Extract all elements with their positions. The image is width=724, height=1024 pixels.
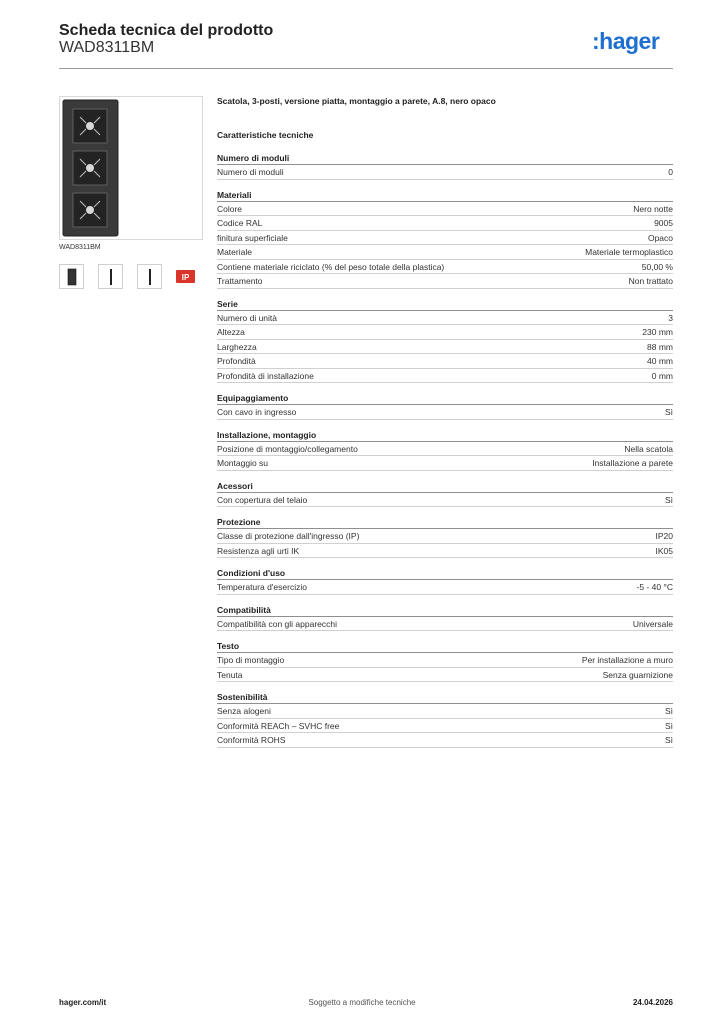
- spec-value: IK05: [655, 545, 673, 556]
- spec-label: Trattamento: [217, 276, 263, 286]
- spec-group: [217, 516, 673, 558]
- spec-label: Tipo di montaggio: [217, 655, 285, 665]
- spec-value: 230 mm: [642, 327, 673, 337]
- thumbnail-side-2[interactable]: [137, 264, 162, 289]
- spec-group: [217, 429, 673, 471]
- spec-value: Nella scatola: [624, 443, 673, 454]
- spec-row: [217, 231, 673, 246]
- spec-row: [217, 274, 673, 289]
- spec-value: Non trattato: [628, 276, 673, 286]
- spec-group: [217, 691, 673, 748]
- svg-text:IP: IP: [181, 273, 190, 282]
- spec-section-title: Caratteristiche tecniche: [217, 130, 314, 140]
- spec-value: Senza guarnizione: [602, 669, 673, 680]
- spec-group-title: Equipaggiamento: [217, 392, 673, 405]
- spec-label: Materiale: [217, 247, 252, 257]
- spec-value: 0: [668, 167, 673, 177]
- spec-group: [217, 392, 673, 420]
- spec-label: Tenuta: [217, 669, 243, 680]
- spec-value: Per installazione a muro: [581, 655, 673, 665]
- spec-label: Con copertura del telaio: [217, 494, 308, 505]
- spec-row: [217, 260, 673, 275]
- spec-value: Sì: [664, 494, 673, 505]
- spec-group: [217, 480, 673, 508]
- product-image-caption: WAD8311BM: [59, 244, 101, 251]
- spec-row: [217, 405, 673, 420]
- spec-row: [217, 442, 673, 457]
- product-description: Scatola, 3-posti, versione piatta, montaggio a parete, A.8, nero opaco: [217, 96, 496, 106]
- spec-value: 40 mm: [647, 356, 673, 366]
- spec-label: Larghezza: [217, 341, 257, 352]
- spec-label: Con cavo in ingresso: [217, 407, 297, 417]
- spec-row: [217, 165, 673, 180]
- spec-value: Materiale termoplastico: [585, 247, 673, 257]
- spec-row: [217, 580, 673, 595]
- spec-row: [217, 617, 673, 632]
- spec-row: [217, 354, 673, 369]
- spec-label: Codice RAL: [217, 218, 263, 228]
- spec-label: Resistenza agli urti IK: [217, 545, 300, 556]
- spec-value: Sì: [664, 735, 673, 745]
- spec-value: Sì: [664, 706, 673, 716]
- spec-row: [217, 733, 673, 748]
- spec-group-title: Sostenibilità: [217, 691, 673, 704]
- spec-group-title: Acessori: [217, 480, 673, 493]
- spec-label: finitura superficiale: [217, 232, 288, 243]
- spec-row: [217, 340, 673, 355]
- page-title: Scheda tecnica del prodotto: [59, 22, 274, 39]
- technical-specs: [217, 152, 673, 757]
- spec-label: Conformità ROHS: [217, 735, 286, 745]
- spec-row: [217, 493, 673, 508]
- spec-row: [217, 216, 673, 231]
- spec-group: [217, 604, 673, 632]
- footer-website[interactable]: hager.com/it: [59, 998, 107, 1007]
- spec-group: [217, 640, 673, 682]
- spec-value: 50,00 %: [641, 261, 673, 272]
- spec-label: Posizione di montaggio/collegamento: [217, 443, 358, 454]
- spec-group-title: Condizioni d'uso: [217, 567, 673, 580]
- spec-group-title: Serie: [217, 298, 673, 311]
- spec-value: 9005: [654, 218, 673, 228]
- spec-group-title: Compatibilità: [217, 604, 673, 617]
- spec-value: Nero notte: [633, 203, 673, 214]
- spec-label: Montaggio su: [217, 458, 269, 468]
- footer-date: 24.04.2026: [632, 998, 673, 1007]
- spec-label: Profondità di installazione: [217, 370, 314, 381]
- spec-value: 0 mm: [651, 370, 673, 381]
- spec-value: Opaco: [647, 232, 673, 243]
- spec-value: Sì: [664, 407, 673, 417]
- thumbnail-front[interactable]: [59, 264, 84, 289]
- front-view-icon: [67, 268, 77, 286]
- spec-group-title: Testo: [217, 640, 673, 653]
- spec-label: Conformità REACh – SVHC free: [217, 720, 340, 731]
- product-thumbnails: [59, 264, 195, 289]
- spec-value: IP20: [655, 531, 673, 541]
- side-view-icon: [147, 268, 153, 286]
- header-divider: [59, 68, 673, 69]
- spec-value: Universale: [632, 618, 673, 629]
- spec-row: [217, 704, 673, 719]
- spec-label: Contiene materiale riciclato (% del peso totale della plastica): [217, 261, 445, 272]
- spec-group-title: Materiali: [217, 189, 673, 202]
- spec-label: Profondità: [217, 356, 256, 366]
- spec-label: Senza alogeni: [217, 706, 271, 716]
- spec-label: Numero di moduli: [217, 167, 284, 177]
- spec-row: [217, 544, 673, 559]
- hager-logo: :hager: [592, 28, 660, 54]
- spec-group-title: Numero di moduli: [217, 152, 673, 165]
- spec-row: [217, 668, 673, 683]
- spec-value: -5 - 40 °C: [636, 582, 673, 592]
- footer-disclaimer: Soggetto a modifiche tecniche: [308, 998, 416, 1007]
- spec-row: [217, 529, 673, 544]
- spec-row: [217, 245, 673, 260]
- ip-rating-icon: [176, 269, 195, 284]
- spec-row: [217, 311, 673, 326]
- spec-row: [217, 325, 673, 340]
- side-view-icon: [108, 268, 114, 286]
- spec-group: [217, 189, 673, 289]
- spec-label: Colore: [217, 203, 243, 214]
- thumbnail-side-1[interactable]: [98, 264, 123, 289]
- spec-value: 88 mm: [647, 341, 673, 352]
- spec-value: Installazione a parete: [592, 458, 673, 468]
- spec-row: [217, 202, 673, 217]
- spec-value: Sì: [664, 720, 673, 731]
- product-code-heading: WAD8311BM: [59, 39, 155, 56]
- spec-group: [217, 298, 673, 384]
- spec-group-title: Installazione, montaggio: [217, 429, 673, 442]
- spec-group-title: Protezione: [217, 516, 673, 529]
- spec-value: 3: [668, 312, 673, 323]
- spec-label: Temperatura d'esercizio: [217, 582, 307, 592]
- spec-label: Compatibilità con gli apparecchi: [217, 618, 338, 629]
- spec-row: [217, 653, 673, 668]
- spec-row: [217, 456, 673, 471]
- spec-group: [217, 152, 673, 180]
- spec-row: [217, 369, 673, 384]
- black-three-gang-box-image: [60, 97, 202, 239]
- spec-label: Classe di protezione dall'ingresso (IP): [217, 531, 360, 541]
- spec-label: Altezza: [217, 327, 245, 337]
- spec-group: [217, 567, 673, 595]
- spec-row: [217, 719, 673, 734]
- spec-label: Numero di unità: [217, 312, 278, 323]
- product-image: [59, 96, 203, 240]
